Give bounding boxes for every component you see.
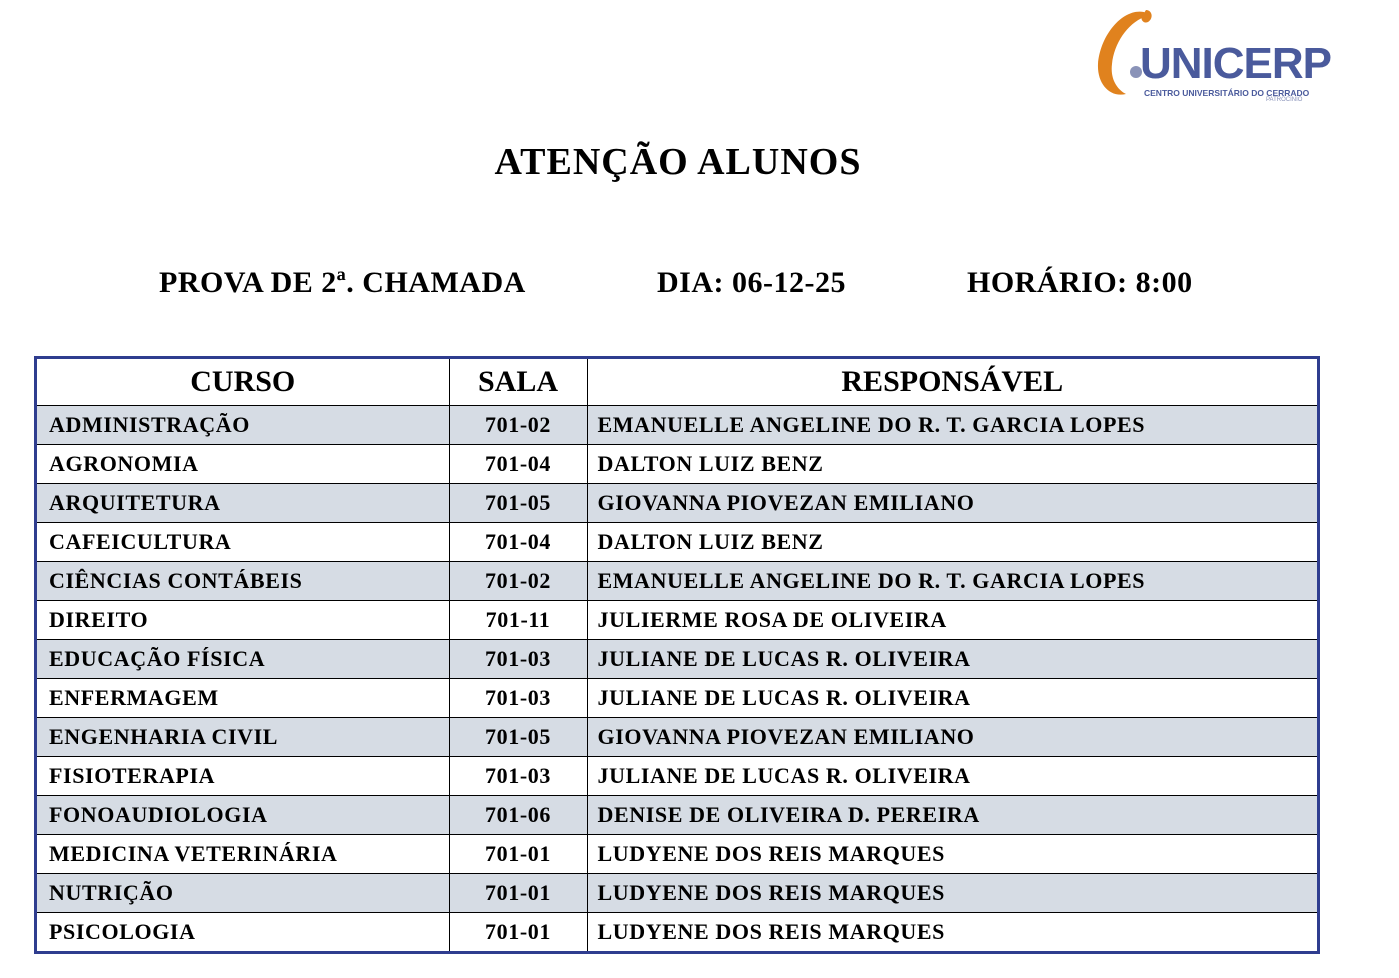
header-curso: CURSO xyxy=(37,359,449,406)
responsavel-cell: JULIANE DE LUCAS R. OLIVEIRA xyxy=(587,679,1317,718)
table-row xyxy=(37,640,1317,679)
exam-date: DIA: 06-12-25 xyxy=(657,266,846,299)
sala-cell: 701-04 xyxy=(449,523,587,562)
header-responsavel: RESPONSÁVEL xyxy=(587,359,1317,406)
sala-cell: 701-05 xyxy=(449,484,587,523)
curso-cell: FONOAUDIOLOGIA xyxy=(37,796,449,835)
table-row xyxy=(37,562,1317,601)
table-row xyxy=(37,796,1317,835)
responsavel-cell: JULIANE DE LUCAS R. OLIVEIRA xyxy=(587,640,1317,679)
responsavel-cell: GIOVANNA PIOVEZAN EMILIANO xyxy=(587,484,1317,523)
curso-cell: DIREITO xyxy=(37,601,449,640)
exam-type: PROVA DE 2ª. CHAMADA xyxy=(159,266,526,299)
curso-cell: MEDICINA VETERINÁRIA xyxy=(37,835,449,874)
table-row xyxy=(37,757,1317,796)
responsavel-cell: DENISE DE OLIVEIRA D. PEREIRA xyxy=(587,796,1317,835)
schedule-table-container xyxy=(34,356,1320,954)
curso-cell: FISIOTERAPIA xyxy=(37,757,449,796)
sala-cell: 701-01 xyxy=(449,874,587,913)
responsavel-cell: EMANUELLE ANGELINE DO R. T. GARCIA LOPES xyxy=(587,406,1317,445)
header-sala: SALA xyxy=(449,359,587,406)
responsavel-cell: LUDYENE DOS REIS MARQUES xyxy=(587,913,1317,952)
logo-subtitle: CENTRO UNIVERSITÁRIO DO CERRADO xyxy=(1144,88,1310,98)
table-row xyxy=(37,523,1317,562)
curso-cell: ENFERMAGEM xyxy=(37,679,449,718)
page-title: ATENÇÃO ALUNOS xyxy=(494,141,862,183)
logo-location: PATROCÍNIO xyxy=(1266,97,1303,103)
sala-cell: 701-04 xyxy=(449,445,587,484)
table-body xyxy=(37,406,1317,952)
table-row xyxy=(37,874,1317,913)
curso-cell: ENGENHARIA CIVIL xyxy=(37,718,449,757)
exam-time: HORÁRIO: 8:00 xyxy=(967,266,1193,299)
table-row xyxy=(37,718,1317,757)
sala-cell: 701-01 xyxy=(449,835,587,874)
sala-cell: 701-02 xyxy=(449,562,587,601)
table-row xyxy=(37,445,1317,484)
sala-cell: 701-01 xyxy=(449,913,587,952)
responsavel-cell: JULIANE DE LUCAS R. OLIVEIRA xyxy=(587,757,1317,796)
sala-cell: 701-02 xyxy=(449,406,587,445)
sala-cell: 701-03 xyxy=(449,640,587,679)
table-row xyxy=(37,406,1317,445)
sala-cell: 701-06 xyxy=(449,796,587,835)
curso-cell: CIÊNCIAS CONTÁBEIS xyxy=(37,562,449,601)
table-row xyxy=(37,484,1317,523)
responsavel-cell: DALTON LUIZ BENZ xyxy=(587,523,1317,562)
responsavel-cell: LUDYENE DOS REIS MARQUES xyxy=(587,835,1317,874)
table-header-row xyxy=(37,359,1317,406)
responsavel-cell: LUDYENE DOS REIS MARQUES xyxy=(587,874,1317,913)
curso-cell: PSICOLOGIA xyxy=(37,913,449,952)
table-row xyxy=(37,679,1317,718)
curso-cell: NUTRIÇÃO xyxy=(37,874,449,913)
table-row xyxy=(37,601,1317,640)
sala-cell: 701-11 xyxy=(449,601,587,640)
curso-cell: ARQUITETURA xyxy=(37,484,449,523)
table-row xyxy=(37,913,1317,952)
responsavel-cell: GIOVANNA PIOVEZAN EMILIANO xyxy=(587,718,1317,757)
curso-cell: AGRONOMIA xyxy=(37,445,449,484)
curso-cell: EDUCAÇÃO FÍSICA xyxy=(37,640,449,679)
table-row xyxy=(37,835,1317,874)
curso-cell: ADMINISTRAÇÃO xyxy=(37,406,449,445)
curso-cell: CAFEICULTURA xyxy=(37,523,449,562)
sala-cell: 701-05 xyxy=(449,718,587,757)
responsavel-cell: JULIERME ROSA DE OLIVEIRA xyxy=(587,601,1317,640)
responsavel-cell: DALTON LUIZ BENZ xyxy=(587,445,1317,484)
sala-cell: 701-03 xyxy=(449,679,587,718)
sala-cell: 701-03 xyxy=(449,757,587,796)
schedule-table xyxy=(37,359,1317,951)
responsavel-cell: EMANUELLE ANGELINE DO R. T. GARCIA LOPES xyxy=(587,562,1317,601)
logo-name: UNICERP xyxy=(1140,39,1332,88)
